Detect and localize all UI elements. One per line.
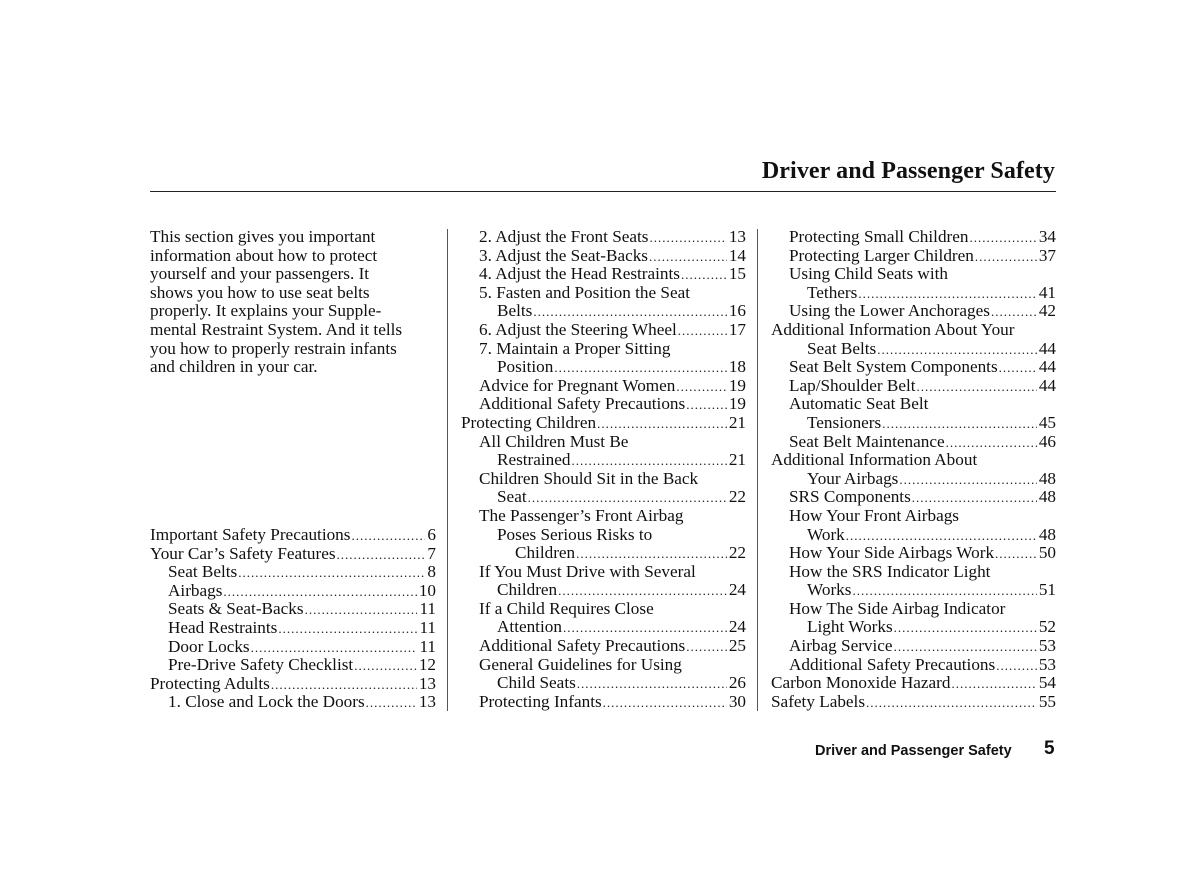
toc-leader-dots [533, 303, 726, 321]
toc-entry-page: 53 [1038, 655, 1056, 674]
toc-leader-dots [597, 415, 727, 433]
toc-entry-page: 41 [1038, 283, 1056, 302]
toc-entry[interactable] [771, 600, 1056, 619]
toc-entry-label: Additional Information About [771, 451, 978, 470]
toc-entry-page: 48 [1038, 469, 1056, 488]
toc-entry[interactable] [771, 340, 1056, 359]
toc-entry[interactable] [771, 470, 1056, 489]
toc-entry[interactable] [771, 377, 1056, 396]
toc-entry-label: How Your Side Airbags Work [789, 544, 995, 563]
toc-entry-label: Poses Serious Risks to [497, 525, 653, 544]
toc-leader-dots [894, 638, 1037, 656]
toc-entry[interactable] [461, 544, 746, 563]
toc-leader-dots [354, 657, 417, 675]
toc-entry-page: 19 [728, 376, 746, 395]
toc-entry[interactable] [771, 395, 1056, 414]
toc-entry-page: 13 [728, 228, 746, 246]
toc-entry[interactable] [771, 228, 1056, 247]
toc-entry[interactable] [150, 656, 436, 675]
toc-entry[interactable] [771, 433, 1056, 452]
toc-leader-dots [686, 396, 727, 414]
toc-entry-page: 11 [419, 637, 436, 656]
toc-entry[interactable] [150, 582, 436, 601]
toc-entry-label: Additional Safety Precautions [479, 395, 686, 414]
toc-entry-page: 8 [427, 563, 436, 582]
toc-entry-label: Seats & Seat-Backs [168, 600, 304, 619]
toc-entry[interactable] [461, 395, 746, 414]
toc-leader-dots [951, 675, 1036, 693]
toc-entry[interactable] [461, 488, 746, 507]
toc-leader-dots [678, 322, 727, 340]
toc-entry-label: Belts [497, 302, 533, 321]
toc-entry-label: 4. Adjust the Head Restraints [479, 265, 680, 284]
toc-entry-label: Automatic Seat Belt [789, 395, 929, 414]
footer-section-title: Driver and Passenger Safety [815, 743, 1012, 759]
toc-entry-label: Your Airbags [807, 469, 899, 488]
column-1 [150, 227, 436, 712]
toc-entry-label: Seat Belts [807, 339, 877, 358]
toc-leader-dots [305, 601, 418, 619]
toc-entry[interactable] [461, 228, 746, 247]
toc-leader-dots [970, 229, 1037, 247]
toc-entry[interactable] [461, 247, 746, 266]
toc-entry-page: 12 [418, 656, 436, 675]
toc-leader-dots [852, 582, 1036, 600]
toc-entry-label: Seat Belt System Components [789, 358, 998, 377]
toc-entry[interactable] [771, 488, 1056, 507]
toc-entry-page: 51 [1038, 581, 1056, 600]
toc-leader-dots [366, 694, 417, 712]
intro-paragraph: This section gives you important information about how to protect yourself and your passengers. It shows you how to use seat belts properly. It explains your Supple- mental Restraint System. And it tells you how to properly restrain infants and children in your car. [150, 227, 403, 377]
toc-entry-label: Safety Labels [771, 692, 866, 711]
toc-entry[interactable] [771, 358, 1056, 377]
toc-entry-label: Seat Belt Maintenance [789, 432, 945, 451]
toc-entry-page: 55 [1038, 692, 1056, 711]
toc-leader-dots [899, 471, 1036, 489]
toc-leader-dots [686, 638, 727, 656]
toc-entry[interactable] [461, 321, 746, 340]
toc-entry-label: Important Safety Precautions [150, 526, 351, 544]
toc-entry-label: Advice for Pregnant Women [479, 376, 676, 395]
toc-entry[interactable] [461, 377, 746, 396]
toc-entry-page: 10 [418, 581, 436, 600]
toc-entry[interactable] [150, 526, 436, 545]
toc-leader-dots [223, 583, 416, 601]
toc-entry-label: Seat [497, 488, 527, 507]
toc-entry-label: Airbag Service [789, 637, 893, 656]
toc-entry-label: Children Should Sit in the Back [479, 469, 699, 488]
toc-entry-page: 11 [419, 618, 436, 637]
toc-entry-page: 21 [728, 451, 746, 470]
toc-entry-page: 21 [728, 413, 746, 432]
toc-entry[interactable] [771, 321, 1056, 340]
toc-entry[interactable] [150, 693, 436, 712]
toc-entry[interactable] [771, 451, 1056, 470]
toc-entry-label: 6. Adjust the Steering Wheel [479, 320, 677, 339]
toc-entry[interactable] [461, 265, 746, 284]
toc-entry[interactable] [461, 693, 746, 712]
toc-entry-page: 13 [418, 693, 436, 712]
toc-entry-label: 3. Adjust the Seat-Backs [479, 246, 648, 265]
toc-entry-page: 14 [728, 246, 746, 265]
toc-entry-label: Child Seats [497, 674, 576, 693]
toc-entry-label: Lap/Shoulder Belt [789, 376, 916, 395]
toc-entry-label: All Children Must Be [479, 432, 629, 451]
toc-entry[interactable] [771, 544, 1056, 563]
toc-leader-dots [577, 675, 727, 693]
toc-entry-label: 5. Fasten and Position the Seat [479, 283, 691, 302]
toc-entry-label: How The Side Airbag Indicator [789, 599, 1006, 618]
toc-entry-label: Using Child Seats with [789, 265, 948, 284]
toc-entry-page: 26 [728, 674, 746, 693]
toc-entry-label: Protecting Children [461, 413, 597, 432]
toc-entry[interactable] [771, 507, 1056, 526]
toc-leader-dots [999, 359, 1037, 377]
toc-entry-page: 53 [1038, 637, 1056, 656]
title-divider [150, 191, 1056, 192]
toc-entry-page: 42 [1038, 302, 1056, 321]
toc-leader-dots [894, 619, 1037, 637]
toc-leader-dots [676, 378, 726, 396]
toc-leader-dots [603, 694, 727, 712]
toc-entry-page: 18 [728, 358, 746, 377]
toc-entry-label: Door Locks [168, 637, 250, 656]
toc-leader-dots [576, 545, 727, 563]
toc-entry[interactable] [771, 302, 1056, 321]
toc-column-3 [771, 228, 1056, 711]
toc-column-2 [461, 228, 746, 711]
toc-leader-dots [528, 489, 727, 507]
toc-entry-label: Using the Lower Anchorages [789, 302, 990, 321]
toc-leader-dots [946, 434, 1037, 452]
toc-entry[interactable] [461, 674, 746, 693]
toc-entry[interactable] [771, 693, 1056, 712]
toc-entry-label: How the SRS Indicator Light [789, 562, 991, 581]
page-title: Driver and Passenger Safety [761, 158, 1055, 184]
toc-entry-page: 22 [728, 488, 746, 507]
toc-leader-dots [991, 303, 1037, 321]
toc-entry-page: 6 [427, 526, 436, 544]
toc-leader-dots [975, 248, 1037, 266]
toc-entry-page: 50 [1038, 544, 1056, 563]
toc-leader-dots [912, 489, 1037, 507]
toc-entry-page: 52 [1038, 618, 1056, 637]
toc-entry-page: 44 [1038, 376, 1056, 395]
toc-entry[interactable] [461, 470, 746, 489]
toc-entry[interactable] [150, 619, 436, 638]
toc-entry-label: Carbon Monoxide Hazard [771, 674, 951, 693]
toc-entry[interactable] [461, 414, 746, 433]
toc-entry-page: 45 [1038, 413, 1056, 432]
toc-entry-label: Seat Belts [168, 563, 238, 582]
toc-entry-label: 1. Close and Lock the Doors [168, 693, 365, 712]
toc-entry-label: Light Works [807, 618, 893, 637]
toc-entry[interactable] [150, 675, 436, 694]
toc-entry[interactable] [771, 526, 1056, 545]
toc-entry-page: 7 [427, 544, 436, 563]
toc-leader-dots [558, 582, 727, 600]
toc-entry-page: 24 [728, 581, 746, 600]
toc-entry[interactable] [461, 656, 746, 675]
column-2 [461, 228, 746, 711]
toc-entry-page: 16 [728, 302, 746, 321]
toc-leader-dots [238, 564, 425, 582]
toc-entry[interactable] [461, 358, 746, 377]
toc-entry-label: Pre-Drive Safety Checklist [168, 656, 354, 675]
toc-leader-dots [866, 694, 1037, 712]
toc-entry-page: 11 [419, 600, 436, 619]
toc-entry-label: 7. Maintain a Proper Sitting [479, 339, 671, 358]
toc-entry-label: Additional Information About Your [771, 320, 1015, 339]
toc-leader-dots [996, 657, 1037, 675]
toc-entry-label: Work [807, 525, 845, 544]
column-3 [771, 228, 1056, 711]
toc-entry-label: If a Child Requires Close [479, 599, 654, 618]
toc-leader-dots [995, 545, 1037, 563]
toc-entry[interactable] [771, 637, 1056, 656]
toc-entry[interactable] [771, 284, 1056, 303]
toc-entry-label: How Your Front Airbags [789, 506, 959, 525]
toc-entry[interactable] [461, 302, 746, 321]
toc-column-1 [150, 526, 436, 712]
toc-entry[interactable] [461, 507, 746, 526]
toc-leader-dots [858, 285, 1036, 303]
toc-leader-dots [917, 378, 1037, 396]
toc-leader-dots [271, 676, 417, 694]
column-divider [447, 229, 448, 711]
toc-leader-dots [572, 452, 727, 470]
toc-entry-page: 13 [418, 674, 436, 693]
toc-entry-label: Children [515, 544, 576, 563]
toc-entry[interactable] [461, 563, 746, 582]
toc-entry-page: 46 [1038, 432, 1056, 451]
toc-entry-label: 2. Adjust the Front Seats [479, 228, 649, 246]
toc-entry[interactable] [771, 618, 1056, 637]
toc-entry[interactable] [771, 581, 1056, 600]
toc-entry-label: Your Car’s Safety Features [150, 544, 336, 563]
toc-entry-page: 44 [1038, 339, 1056, 358]
toc-entry-label: Protecting Larger Children [789, 246, 974, 265]
toc-entry-page: 30 [728, 692, 746, 711]
toc-entry-page: 24 [728, 618, 746, 637]
toc-leader-dots [650, 229, 727, 247]
toc-entry-page: 34 [1038, 228, 1056, 246]
toc-entry-label: Protecting Infants [479, 692, 602, 711]
toc-entry[interactable] [771, 247, 1056, 266]
toc-entry-label: Protecting Small Children [789, 228, 969, 246]
toc-entry-page: 22 [728, 544, 746, 563]
toc-entry[interactable] [150, 638, 436, 657]
toc-leader-dots [563, 619, 727, 637]
toc-entry-page: 15 [728, 265, 746, 284]
toc-entry-page: 48 [1038, 525, 1056, 544]
toc-entry-label: If You Must Drive with Several [479, 562, 696, 581]
toc-entry-page: 19 [728, 395, 746, 414]
toc-entry[interactable] [150, 600, 436, 619]
toc-entry[interactable] [461, 581, 746, 600]
toc-entry-label: Tensioners [807, 413, 882, 432]
toc-entry-page: 48 [1038, 488, 1056, 507]
toc-entry-label: Additional Safety Precautions [789, 655, 996, 674]
toc-entry[interactable] [461, 618, 746, 637]
toc-entry-label: Works [807, 581, 852, 600]
toc-leader-dots [846, 527, 1037, 545]
toc-entry-label: SRS Components [789, 488, 911, 507]
toc-entry[interactable] [461, 340, 746, 359]
toc-entry-page: 17 [728, 320, 746, 339]
toc-entry[interactable] [461, 526, 746, 545]
toc-leader-dots [649, 248, 727, 266]
toc-entry-page: 25 [728, 637, 746, 656]
toc-entry-label: Tethers [807, 283, 858, 302]
toc-entry[interactable] [461, 433, 746, 452]
toc-leader-dots [337, 546, 426, 564]
toc-entry[interactable] [771, 414, 1056, 433]
toc-entry[interactable] [771, 674, 1056, 693]
toc-leader-dots [554, 359, 726, 377]
toc-entry-label: Protecting Adults [150, 674, 270, 693]
toc-entry[interactable] [461, 600, 746, 619]
toc-leader-dots [278, 620, 417, 638]
toc-leader-dots [351, 527, 425, 545]
toc-leader-dots [882, 415, 1037, 433]
toc-leader-dots [877, 341, 1037, 359]
toc-entry[interactable] [771, 563, 1056, 582]
page-number: 5 [1044, 738, 1055, 759]
toc-entry-page: 37 [1038, 246, 1056, 265]
toc-entry[interactable] [771, 265, 1056, 284]
toc-entry-label: Head Restraints [168, 618, 278, 637]
toc-entry-page: 54 [1038, 674, 1056, 693]
toc-entry-label: Position [497, 358, 554, 377]
toc-entry[interactable] [150, 545, 436, 564]
toc-entry-label: Restrained [497, 451, 571, 470]
toc-entry-label: The Passenger’s Front Airbag [479, 506, 684, 525]
toc-entry[interactable] [771, 656, 1056, 675]
toc-entry-label: Additional Safety Precautions [479, 637, 686, 656]
toc-entry[interactable] [461, 284, 746, 303]
toc-entry[interactable] [150, 563, 436, 582]
toc-entry[interactable] [461, 637, 746, 656]
toc-entry-label: Children [497, 581, 558, 600]
toc-entry-label: General Guidelines for Using [479, 655, 682, 674]
toc-entry-label: Attention [497, 618, 562, 637]
toc-leader-dots [251, 639, 418, 657]
toc-entry[interactable] [461, 451, 746, 470]
toc-entry-label: Airbags [168, 581, 223, 600]
toc-entry-page: 44 [1038, 358, 1056, 377]
column-divider [757, 229, 758, 711]
toc-leader-dots [681, 266, 727, 284]
